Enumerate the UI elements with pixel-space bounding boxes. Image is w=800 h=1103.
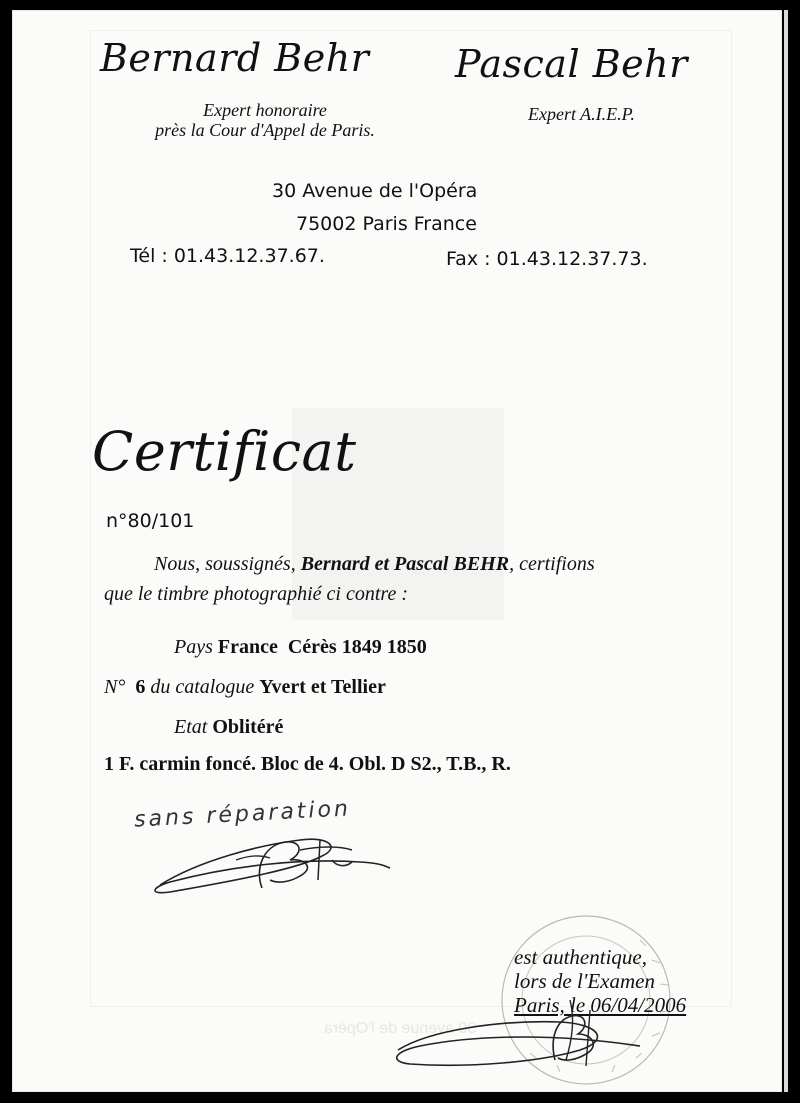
no-label: N° <box>104 676 126 698</box>
closing-line-2: lors de l'Examen <box>514 969 655 993</box>
address-fax: Fax : 01.43.12.37.73. <box>446 248 648 270</box>
etat-label: Etat <box>174 716 208 738</box>
address-tel: Tél : 01.43.12.37.67. <box>130 245 325 267</box>
address-city: 75002 Paris France <box>296 213 477 235</box>
handwritten-note: sans réparation <box>133 796 352 833</box>
intro-pre: Nous, soussignés, <box>154 553 296 575</box>
left-expert-name: Bernard Behr <box>100 36 370 80</box>
show-through-footer: 30 avenue de l'Opéra <box>323 1020 477 1037</box>
no-value: 6 <box>135 676 146 698</box>
catalogue-label: du catalogue <box>150 676 255 698</box>
pays-value: France Cérès 1849 1850 <box>217 636 427 658</box>
etat-value: Oblitéré <box>212 716 284 738</box>
right-expert-title: Expert A.I.E.P. <box>528 104 635 124</box>
stamp-description: 1 F. carmin foncé. Bloc de 4. Obl. D S2., T.B., R. <box>104 753 511 775</box>
closing-line-1: est authentique, <box>514 945 647 969</box>
pays-label: Pays <box>174 636 213 658</box>
left-title-line1: Expert honoraire <box>203 100 327 120</box>
closing-line-3: Paris, le 06/04/2006 <box>514 993 687 1017</box>
address-street: 30 Avenue de l'Opéra <box>272 180 478 202</box>
certificate-title: Certificat <box>92 420 357 483</box>
catalogue-value: Yvert et Tellier <box>259 676 386 698</box>
certificate-number: n°80/101 <box>106 510 195 532</box>
intro-post: , certifions <box>509 553 595 575</box>
intro-names: Bernard et Pascal BEHR <box>300 553 510 575</box>
left-title-line2: près la Cour d'Appel de Paris. <box>155 120 375 140</box>
intro-line-2: que le timbre photographié ci contre : <box>104 583 409 605</box>
right-expert-name: Pascal Behr <box>455 42 688 86</box>
